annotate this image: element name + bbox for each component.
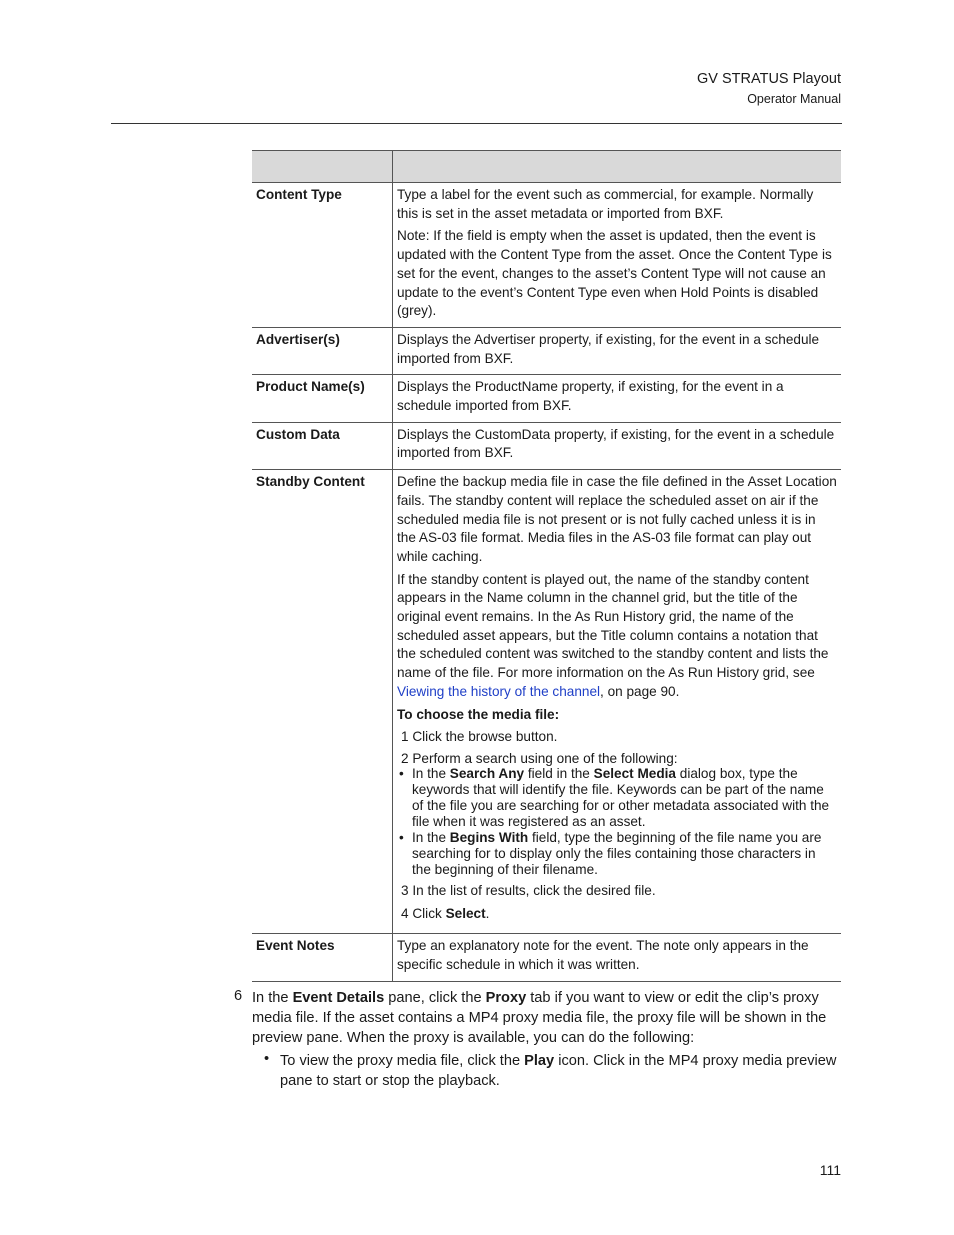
description-note: Note: If the field is empty when the asset is updated, then the event is updated with the Content Type from the asset. Once the Content Type is set for the event, changes to the asset’s Content Type will not cause an update to the event’s Content Type even when Hold Points is disabled (grey). — [397, 228, 832, 319]
text-span: field, type the beginning of the file name you are searching for to display only the files containing those characters in the beginning of their filename. — [412, 829, 822, 877]
description-paragraph: Displays the Advertiser property, if existing, for the event in a schedule imported from BXF. — [397, 331, 820, 366]
text-span: field in the — [524, 765, 594, 781]
ui-term: Search Any — [449, 765, 525, 781]
table-header-cell-2 — [393, 151, 842, 183]
property-name: Custom Data — [252, 422, 393, 469]
description-paragraph: Define the backup media file in case the file defined in the Asset Location fails. The standby content will replace the scheduled asset on air if the scheduled media file is not present or is not fully cached unless it is in the AS-03 file format. Media files in the AS-03 file format can play out while caching. — [397, 474, 837, 564]
header-title: GV STRATUS Playout — [697, 71, 841, 87]
text-span: dialog box, type the keywords that will identify the file. Keywords can be part of the name of the file you are searching for or other metadata associated with the file when it was registered as an asset. — [412, 765, 830, 829]
text-span: If the standby content is played out, the name of the standby content appears in the Name column in the channel grid, but the title of the original event remains. In the As Run History grid, the name of the scheduled asset appears, but the Title column contains a notation that the scheduled content was switched to the standby content and lists the name of the file. For more information on the As Run History grid, see — [397, 571, 829, 681]
property-name: Advertiser(s) — [252, 327, 393, 374]
description-paragraph: Displays the ProductName property, if existing, for the event in a schedule imported from BXF. — [397, 379, 784, 414]
procedure-step: 2 Perform a search using one of the following: — [401, 750, 678, 766]
ui-term: Select Media — [593, 765, 676, 781]
table-row — [252, 934, 841, 981]
step-6-text — [252, 988, 844, 1048]
bullet-glyph: • — [399, 829, 404, 845]
sub-bullet-list — [397, 766, 837, 878]
text-span: pane, click the — [384, 990, 486, 1006]
description-paragraph — [397, 571, 837, 702]
properties-table — [252, 150, 841, 982]
bullet-glyph: • — [399, 765, 404, 781]
table-row — [252, 375, 841, 422]
header-subtitle: Operator Manual — [747, 92, 841, 106]
property-name: Content Type — [252, 183, 393, 328]
property-description — [393, 327, 842, 374]
sub-bullet-item — [397, 766, 837, 830]
text-span: , on page 90. — [600, 683, 680, 699]
procedure-step — [397, 905, 837, 924]
ui-term: Begins With — [449, 829, 529, 845]
table-header-row — [252, 151, 841, 183]
procedure-title: To choose the media file: — [397, 706, 560, 722]
step-number: 6 — [234, 988, 243, 1004]
description-paragraph: Type an explanatory note for the event. The note only appears in the specific schedule in which it was written. — [397, 938, 809, 973]
text-span: In the — [252, 990, 293, 1006]
text-span: 4 Click — [401, 905, 446, 921]
ui-term: Play — [524, 1053, 555, 1069]
ui-term: Event Details — [292, 990, 385, 1006]
table-header-cell-1 — [252, 151, 393, 183]
text-span: To view the proxy media file, click the — [280, 1053, 525, 1069]
text-span: In the — [412, 829, 450, 845]
proxy-bullet-text — [280, 1051, 840, 1091]
text-span: tab if you want to view or edit the clip’s proxy media file. If the asset contains a MP4 proxy media file, the proxy file will be shown in the preview pane. When the proxy is available, you can do the following: — [252, 990, 827, 1046]
procedure-step: 1 Click the browse button. — [401, 729, 558, 745]
bullet-glyph: • — [264, 1051, 270, 1067]
description-paragraph: Displays the CustomData property, if existing, for the event in a schedule imported from BXF. — [397, 426, 835, 461]
property-name: Event Notes — [252, 934, 393, 981]
property-description — [393, 470, 842, 934]
header-rule — [111, 123, 842, 124]
table-row — [252, 422, 841, 469]
ui-term: Proxy — [485, 990, 527, 1006]
property-description — [393, 934, 842, 981]
property-description — [393, 183, 842, 328]
text-span: In the — [412, 765, 450, 781]
text-span: icon. Click in the MP4 proxy media preview pane to start or stop the playback. — [280, 1053, 837, 1089]
property-name: Product Name(s) — [252, 375, 393, 422]
property-description — [393, 375, 842, 422]
page-number: 111 — [819, 1162, 841, 1178]
sub-bullet-item — [397, 830, 837, 878]
table-row — [252, 470, 841, 934]
table-row — [252, 183, 841, 328]
property-name: Standby Content — [252, 470, 393, 934]
procedure-step: 3 In the list of results, click the desired file. — [401, 882, 656, 898]
text-span: . — [485, 905, 490, 921]
cross-reference-link[interactable]: Viewing the history of the channel — [397, 683, 601, 699]
property-description — [393, 422, 842, 469]
description-paragraph: Type a label for the event such as commercial, for example. Normally this is set in the asset metadata or imported from BXF. — [397, 187, 814, 221]
ui-term: Select — [445, 905, 486, 921]
table-row — [252, 327, 841, 374]
